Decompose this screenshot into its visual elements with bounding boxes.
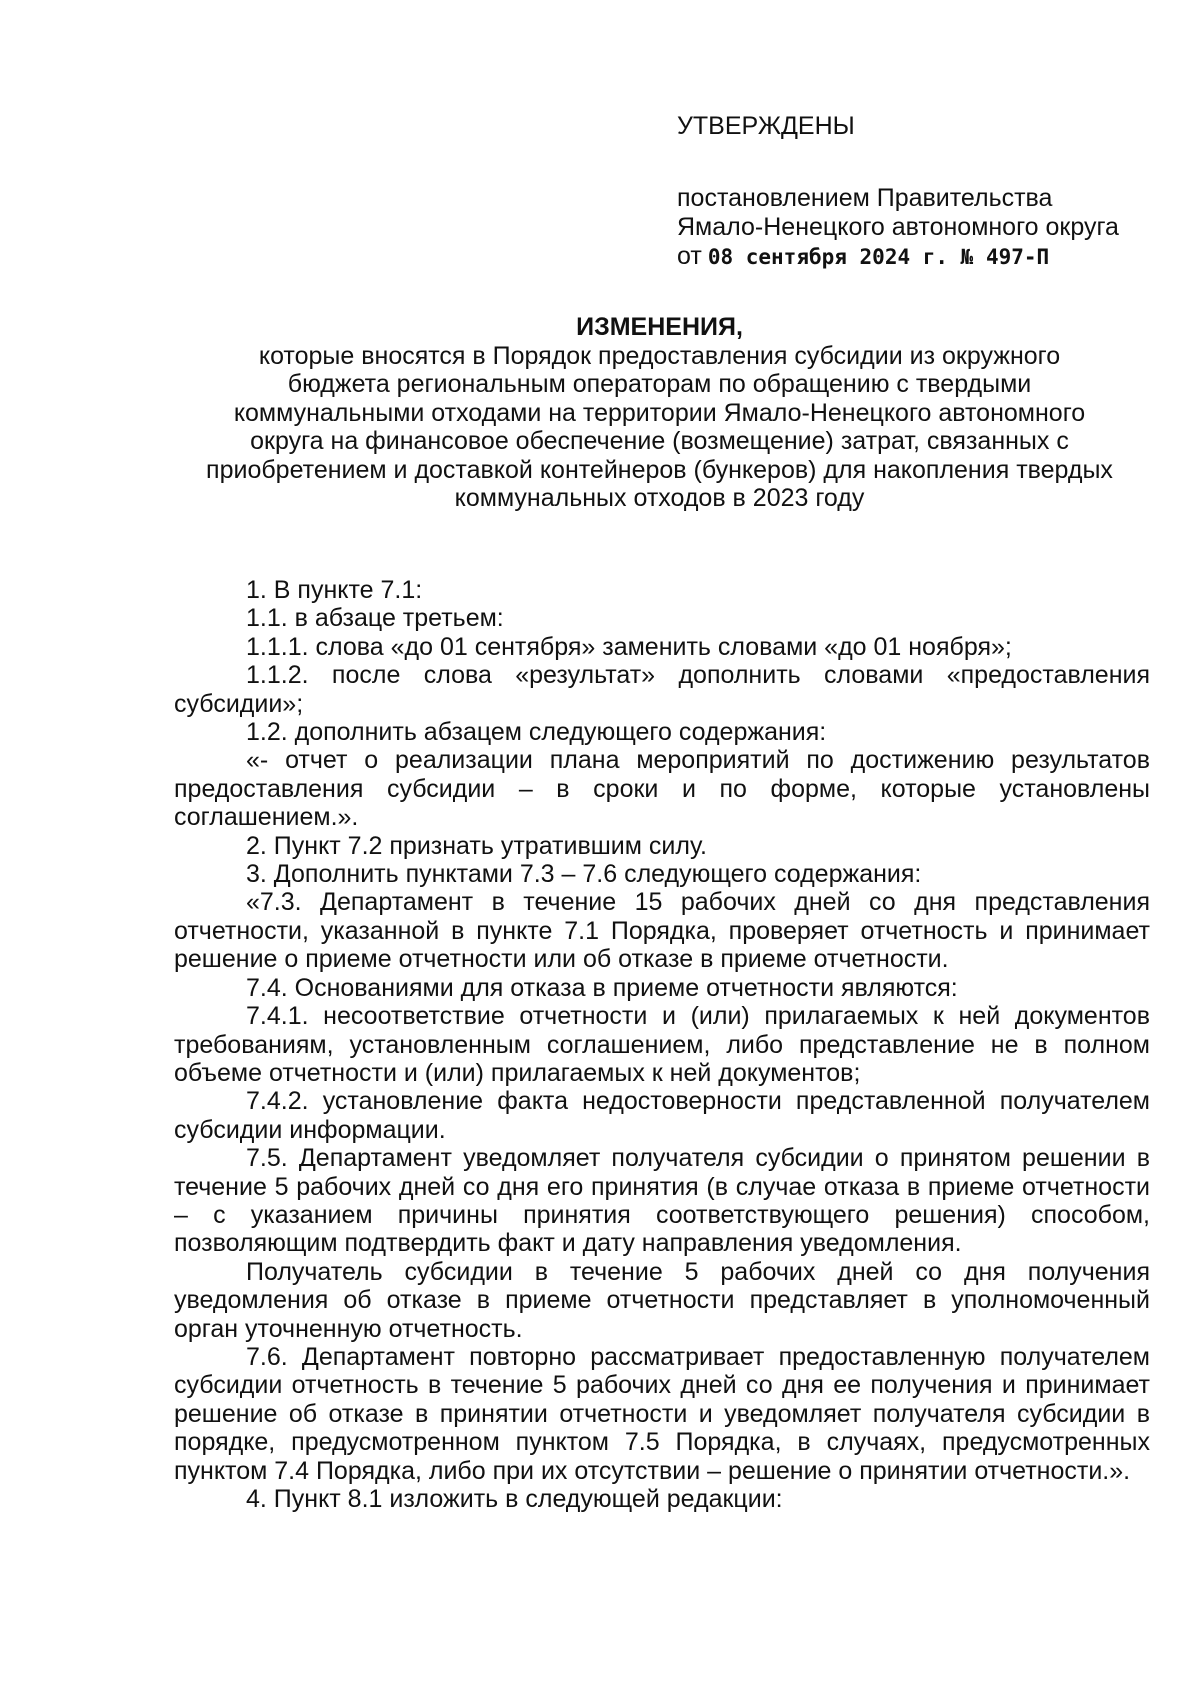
date-prefix: от: [677, 242, 702, 270]
paragraph: 7.4.2. установление факта недостоверности представленной получателем субсидии информации.: [174, 1087, 1150, 1144]
paragraph: 3. Дополнить пунктами 7.3 – 7.6 следующего содержания:: [246, 860, 922, 889]
heading-line: округа на финансовое обеспечение (возмещение) затрат, связанных с: [250, 427, 1069, 455]
date-stamp: 08 сентября 2024 г. № 497-П: [707, 245, 1050, 269]
approval-line: Ямало-Ненецкого автономного округа: [677, 213, 1119, 241]
paragraph: 7.4.1. несоответствие отчетности и (или) прилагаемых к ней документов требованиям, установленным соглашением, либо представление не в полном объеме отчетности и (или) прилагаемых к ней документов;: [174, 1002, 1150, 1087]
approval-line: постановлением Правительства: [677, 184, 1053, 212]
paragraph: 1.1.1. слова «до 01 сентября» заменить словами «до 01 ноября»;: [246, 632, 1012, 661]
heading-line: коммунальными отходами на территории Ямало-Ненецкого автономного: [233, 398, 1086, 427]
approval-date-line: [677, 242, 1157, 272]
paragraph: 2. Пункт 7.2 признать утратившим силу.: [246, 831, 707, 860]
paragraph: 1.2. дополнить абзацем следующего содержания:: [246, 718, 827, 747]
approval-word: УТВЕРЖДЕНЫ: [677, 112, 855, 140]
paragraph: 1.1.2. после слова «результат» дополнить словами «предоставления субсидии»;: [174, 661, 1150, 718]
heading-line: бюджета региональным операторам по обращению с твердыми: [287, 370, 1032, 398]
document-heading: [172, 313, 1147, 513]
paragraph: 1. В пункте 7.1:: [246, 576, 423, 604]
heading-line: коммунальных отходов в 2023 году: [454, 484, 865, 512]
heading-line: приобретением и доставкой контейнеров (бункеров) для накопления твердых: [206, 455, 1113, 484]
paragraph: 4. Пункт 8.1 изложить в следующей редакции:: [246, 1485, 783, 1513]
paragraph: 7.4. Основаниями для отказа в приеме отчетности являются:: [246, 973, 958, 1002]
heading-line: которые вносятся в Порядок предоставления субсидии из окружного: [258, 341, 1061, 370]
paragraph: 7.5. Департамент уведомляет получателя субсидии о принятом решении в течение 5 рабочих дней со дня его принятия (в случае отказа в приеме отчетности – с указанием причины принятия соответствующего решения) способом, позволяющим подтвердить факт и дату направления уведомления.: [174, 1144, 1150, 1258]
paragraph: «7.3. Департамент в течение 15 рабочих дней со дня представления отчетности, указанной в пункте 7.1 Порядка, проверяет отчетность и принимает решение о приеме отчетности или об отказе в приеме отчетности.: [174, 888, 1150, 974]
paragraph: Получатель субсидии в течение 5 рабочих дней со дня получения уведомления об отказе в приеме отчетности представляет в уполномоченный орган уточненную отчетность.: [174, 1257, 1150, 1343]
paragraph: 7.6. Департамент повторно рассматривает предоставленную получателем субсидии отчетность в течение 5 рабочих дней со дня ее получения и принимает решение об отказе в принятии отчетности и уведомляет получателя субсидии в порядке, предусмотренном пунктом 7.5 Порядка, в случаях, предусмотренных пунктом 7.4 Порядка, либо при их отсутствии – решение о принятии отчетности.».: [174, 1342, 1150, 1485]
approval-block: [677, 112, 1157, 272]
paragraph: «- отчет о реализации плана мероприятий по достижению результатов предоставления субсидии – в сроки и по форме, которые установлены соглашением.».: [174, 746, 1150, 832]
paragraph: 1.1. в абзаце третьем:: [246, 604, 504, 633]
document-body: [174, 576, 1150, 1513]
document-title: ИЗМЕНЕНИЯ,: [576, 313, 743, 341]
